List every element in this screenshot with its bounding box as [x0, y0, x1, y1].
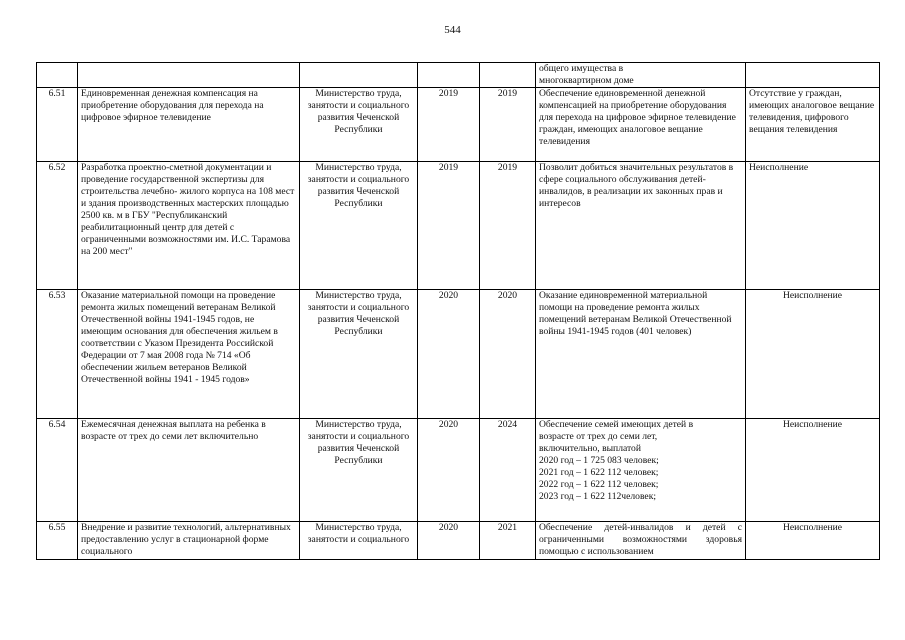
page-number: 544	[444, 24, 461, 36]
cell-num: 6.51	[37, 88, 78, 162]
cell-num: 6.54	[37, 419, 78, 522]
result-line: возрасте от трех до семи лет,	[539, 431, 658, 442]
cell-risk: Неисполнение	[746, 522, 880, 560]
cell-risk: Неисполнение	[746, 290, 880, 419]
result-line: многоквартирном доме	[539, 75, 634, 86]
result-line: общего имущества в	[539, 63, 624, 74]
cell-result	[536, 63, 746, 88]
cell-end-year: 2021	[480, 522, 536, 560]
cell-num: 6.53	[37, 290, 78, 419]
cell-title: Ежемесячная денежная выплата на ребенка в возрасте от трех до семи лет включительно	[78, 419, 300, 522]
cell-result: Оказание единовременной материальной помощи на проведение ремонта жилых помещений ветеранам Великой Отечественной войны 1941-1945 годов (401 человек)	[536, 290, 746, 419]
cell-result: Обеспечение детей-инвалидов и детей с ограниченными возможностями здоровья помощью с использованием	[536, 522, 746, 560]
cell-end-year: 2019	[480, 162, 536, 290]
cell-title: Разработка проектно-сметной документации и проведение государственной экспертизы для строительства лечебно- жилого корпуса на 108 мест и здания производственных мастерских площадью 2500 кв. м в ГБУ "Республиканский реабилитационный центр для детей с ограниченными возможностями им. И.С. Тарамова на 200 мест"	[78, 162, 300, 290]
cell-executor: Министерство труда, занятости и социального развития Чеченской Республики	[300, 290, 418, 419]
result-line: Обеспечение семей имеющих детей в	[539, 419, 694, 430]
cell-title: Оказание материальной помощи на проведение ремонта жилых помещений ветеранам Великой Отечественной войны 1941-1945 годов, не имеющим основания для обеспечения жильем в соответствии с Указом Президента Российской Федерации от 7 мая 2008 года № 714 «Об обеспечении жильем ветеранов Великой Отечественной войны 1941 - 1945 годов»	[78, 290, 300, 419]
result-line: включительно, выплатой	[539, 443, 641, 454]
result-line: 2021 год – 1 622 112 человек;	[539, 467, 659, 478]
table-row-carry-over	[37, 63, 880, 88]
table-row-6-51	[37, 88, 880, 162]
cell-executor: Министерство труда, занятости и социального	[300, 522, 418, 560]
cell-end-year: 2020	[480, 290, 536, 419]
result-line: 2020 год – 1 725 083 человек;	[539, 455, 659, 466]
cell-title	[78, 63, 300, 88]
cell-risk: Неисполнение	[746, 419, 880, 522]
cell-risk	[746, 63, 880, 88]
cell-start-year: 2020	[418, 290, 480, 419]
table-row-6-53	[37, 290, 880, 419]
cell-start-year: 2020	[418, 522, 480, 560]
program-activities-table	[36, 62, 880, 560]
cell-result	[536, 419, 746, 522]
cell-title: Единовременная денежная компенсация на приобретение оборудования для перехода на цифровое эфирное телевидение	[78, 88, 300, 162]
cell-title: Внедрение и развитие технологий, альтернативных предоставлению услуг в стационарной форме социального	[78, 522, 300, 560]
cell-num	[37, 63, 78, 88]
cell-num: 6.55	[37, 522, 78, 560]
cell-end-year: 2019	[480, 88, 536, 162]
cell-risk: Неисполнение	[746, 162, 880, 290]
cell-start-year	[418, 63, 480, 88]
table-row-6-55	[37, 522, 880, 560]
table-row-6-52	[37, 162, 880, 290]
result-line: 2022 год – 1 622 112 человек;	[539, 479, 659, 490]
result-line: 2023 год – 1 622 112человек;	[539, 491, 657, 502]
cell-end-year: 2024	[480, 419, 536, 522]
cell-start-year: 2020	[418, 419, 480, 522]
cell-result: Позволит добиться значительных результатов в сфере социального обслуживания детей-инвалидов, в реализации их законных прав и интересов	[536, 162, 746, 290]
cell-result: Обеспечение единовременной денежной компенсацией на приобретение оборудования для перехода на цифровое эфирное телевидение граждан, имеющих аналоговое вещание телевидения	[536, 88, 746, 162]
cell-start-year: 2019	[418, 162, 480, 290]
cell-start-year: 2019	[418, 88, 480, 162]
cell-executor	[300, 63, 418, 88]
cell-risk: Отсутствие у граждан, имеющих аналоговое вещание телевидения, цифрового вещания телевидения	[746, 88, 880, 162]
table-row-6-54	[37, 419, 880, 522]
cell-num: 6.52	[37, 162, 78, 290]
cell-end-year	[480, 63, 536, 88]
cell-executor: Министерство труда, занятости и социального развития Чеченской Республики	[300, 88, 418, 162]
cell-executor: Министерство труда, занятости и социального развития Чеченской Республики	[300, 419, 418, 522]
cell-executor: Министерство труда, занятости и социального развития Чеченской Республики	[300, 162, 418, 290]
